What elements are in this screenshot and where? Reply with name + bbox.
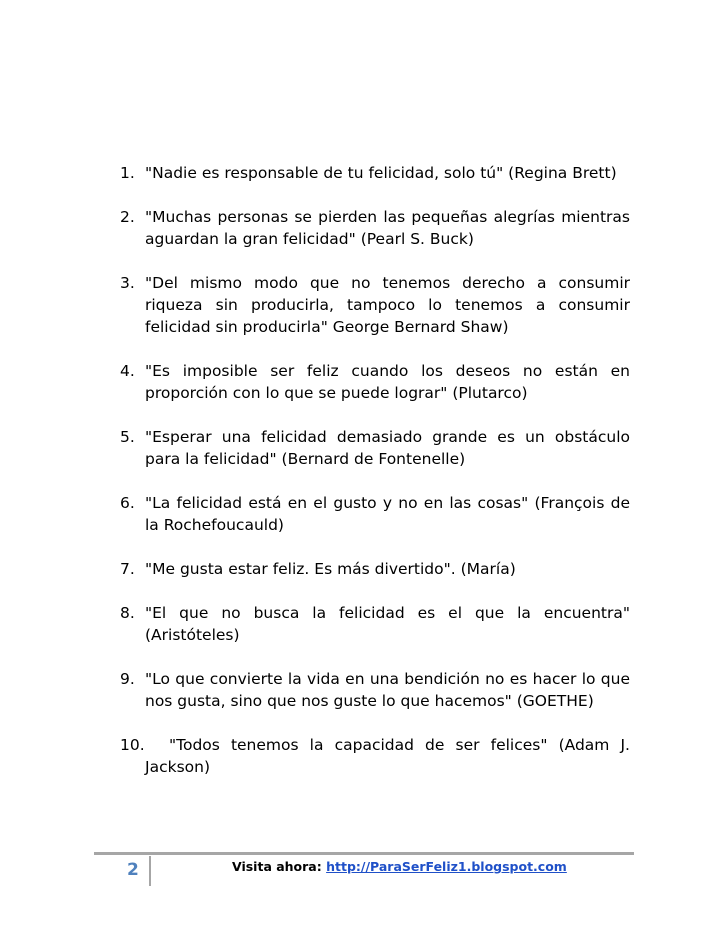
quote-number: 3.: [120, 274, 135, 292]
quote-text: "Nadie es responsable de tu felicidad, solo tú" (Regina Brett): [145, 164, 617, 182]
quote-text: "Es imposible ser feliz cuando los deseos no están en proporción con lo que se puede lograr" (Plutarco): [145, 362, 630, 402]
quote-item-6: [120, 492, 630, 536]
quote-number: 4.: [120, 362, 135, 380]
quote-item-5: [120, 426, 630, 470]
quote-number: 8.: [120, 604, 135, 622]
quote-text: "Del mismo modo que no tenemos derecho a consumir riqueza sin producirla, tampoco lo tenemos a consumir felicidad sin producirla" George Bernard Shaw): [145, 274, 630, 336]
quote-list: [120, 162, 630, 800]
quote-number: 9.: [120, 670, 135, 688]
blog-link[interactable]: http://ParaSerFeliz1.blogspot.com: [326, 859, 567, 874]
quote-item-4: [120, 360, 630, 404]
quote-item-7: [120, 558, 630, 580]
footer-divider: [94, 852, 634, 855]
quote-text: "La felicidad está en el gusto y no en las cosas" (François de la Rochefoucauld): [145, 494, 630, 534]
page-number: 2: [127, 860, 139, 880]
quote-number: 6.: [120, 494, 135, 512]
quote-number: 7.: [120, 560, 135, 578]
quote-item-1: [120, 162, 630, 184]
quote-item-8: [120, 602, 630, 646]
quote-text: "Lo que convierte la vida en una bendición no es hacer lo que nos gusta, sino que nos guste lo que hacemos" (GOETHE): [145, 670, 630, 710]
quote-item-9: [120, 668, 630, 712]
quote-item-3: [120, 272, 630, 338]
quote-number: 1.: [120, 164, 135, 182]
quote-number: 2.: [120, 208, 135, 226]
quote-text: "Muchas personas se pierden las pequeñas alegrías mientras aguardan la gran felicidad" (Pearl S. Buck): [145, 208, 630, 248]
footer-prefix: Visita ahora:: [232, 859, 322, 874]
footer-separator: [149, 856, 151, 886]
quote-text: "Esperar una felicidad demasiado grande es un obstáculo para la felicidad" (Bernard de Fontenelle): [145, 428, 630, 468]
quote-item-2: [120, 206, 630, 250]
quote-text: "El que no busca la felicidad es el que la encuentra" (Aristóteles): [145, 604, 630, 644]
quote-number: 5.: [120, 428, 135, 446]
quote-text: "Me gusta estar feliz. Es más divertido". (María): [145, 560, 516, 578]
footer-text: [232, 859, 567, 874]
quote-text: "Todos tenemos la capacidad de ser felices" (Adam J. Jackson): [145, 736, 630, 776]
quote-number: 10.: [120, 736, 145, 754]
quote-item-10: [120, 734, 630, 778]
